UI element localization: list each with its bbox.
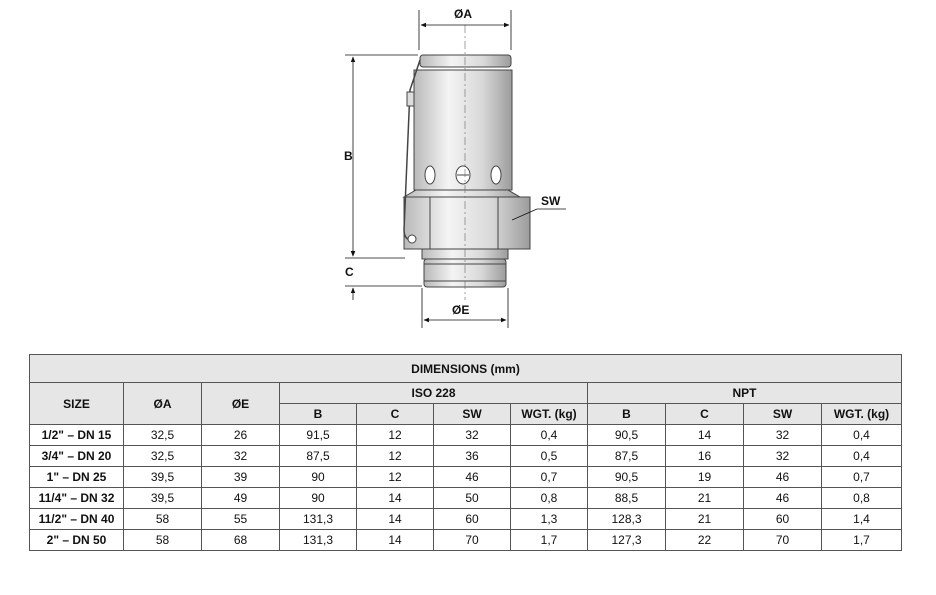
table-cell: 21 xyxy=(666,488,744,509)
label-dia-e: ØE xyxy=(452,303,470,317)
label-b: B xyxy=(344,149,353,163)
header-npt-b: B xyxy=(588,404,666,425)
table-cell: 39,5 xyxy=(124,467,202,488)
table-cell: 32 xyxy=(434,425,511,446)
header-iso-sw: SW xyxy=(434,404,511,425)
table-cell: 1,7 xyxy=(511,530,588,551)
table-cell: 26 xyxy=(202,425,280,446)
table-cell: 1,7 xyxy=(822,530,902,551)
table-cell: 0,4 xyxy=(822,446,902,467)
table-cell: 58 xyxy=(124,530,202,551)
table-title: DIMENSIONS (mm) xyxy=(30,355,902,383)
dimensions-table xyxy=(29,354,902,551)
table-cell: 0,4 xyxy=(822,425,902,446)
table-cell: 46 xyxy=(744,467,822,488)
table-cell: 14 xyxy=(357,530,434,551)
header-iso-228: ISO 228 xyxy=(280,383,588,404)
table-cell: 32 xyxy=(744,425,822,446)
table-cell: 1,3 xyxy=(511,509,588,530)
header-npt: NPT xyxy=(588,383,902,404)
table-cell: 0,8 xyxy=(822,488,902,509)
header-dia-a: ØA xyxy=(124,383,202,425)
table-cell: 32 xyxy=(744,446,822,467)
table-cell: 50 xyxy=(434,488,511,509)
table-cell: 128,3 xyxy=(588,509,666,530)
table-cell: 46 xyxy=(744,488,822,509)
label-sw: SW xyxy=(541,194,561,208)
table-body xyxy=(30,425,902,551)
table-cell: 1,4 xyxy=(822,509,902,530)
size-cell: 11/2" – DN 40 xyxy=(30,509,124,530)
table-cell: 12 xyxy=(357,425,434,446)
header-iso-c: C xyxy=(357,404,434,425)
table-row xyxy=(30,530,902,551)
table-row xyxy=(30,488,902,509)
table-cell: 90,5 xyxy=(588,425,666,446)
table-cell: 70 xyxy=(434,530,511,551)
table-cell: 60 xyxy=(744,509,822,530)
size-cell: 1/2" – DN 15 xyxy=(30,425,124,446)
table-row xyxy=(30,509,902,530)
table-cell: 39,5 xyxy=(124,488,202,509)
table-cell: 90 xyxy=(280,488,357,509)
size-cell: 3/4" – DN 20 xyxy=(30,446,124,467)
header-iso-wgt: WGT. (kg) xyxy=(511,404,588,425)
table-cell: 91,5 xyxy=(280,425,357,446)
table-cell: 32 xyxy=(202,446,280,467)
table-cell: 87,5 xyxy=(588,446,666,467)
table-cell: 68 xyxy=(202,530,280,551)
table-cell: 16 xyxy=(666,446,744,467)
table-cell: 32,5 xyxy=(124,446,202,467)
table-cell: 131,3 xyxy=(280,530,357,551)
table-cell: 49 xyxy=(202,488,280,509)
table-cell: 88,5 xyxy=(588,488,666,509)
table-cell: 55 xyxy=(202,509,280,530)
table-cell: 21 xyxy=(666,509,744,530)
table-cell: 14 xyxy=(357,488,434,509)
table-cell: 0,7 xyxy=(822,467,902,488)
table-cell: 14 xyxy=(666,425,744,446)
valve-body xyxy=(404,55,530,287)
table-cell: 36 xyxy=(434,446,511,467)
table-cell: 39 xyxy=(202,467,280,488)
dimension-c xyxy=(345,250,422,300)
table-cell: 58 xyxy=(124,509,202,530)
label-dia-a: ØA xyxy=(454,7,472,21)
header-dia-e: ØE xyxy=(202,383,280,425)
table-cell: 87,5 xyxy=(280,446,357,467)
table-cell: 0,4 xyxy=(511,425,588,446)
table-cell: 60 xyxy=(434,509,511,530)
header-iso-b: B xyxy=(280,404,357,425)
header-npt-wgt: WGT. (kg) xyxy=(822,404,902,425)
size-cell: 11/4" – DN 32 xyxy=(30,488,124,509)
table-cell: 0,7 xyxy=(511,467,588,488)
label-c: C xyxy=(345,265,354,279)
table-cell: 12 xyxy=(357,467,434,488)
table-cell: 0,5 xyxy=(511,446,588,467)
table-cell: 131,3 xyxy=(280,509,357,530)
table-row xyxy=(30,467,902,488)
table-cell: 90,5 xyxy=(588,467,666,488)
table-cell: 12 xyxy=(357,446,434,467)
header-npt-c: C xyxy=(666,404,744,425)
table-cell: 46 xyxy=(434,467,511,488)
table-row xyxy=(30,446,902,467)
table-cell: 0,8 xyxy=(511,488,588,509)
table-cell: 70 xyxy=(744,530,822,551)
header-npt-sw: SW xyxy=(744,404,822,425)
table-row xyxy=(30,425,902,446)
size-cell: 1" – DN 25 xyxy=(30,467,124,488)
header-size: SIZE xyxy=(30,383,124,425)
table-cell: 14 xyxy=(357,509,434,530)
table-cell: 90 xyxy=(280,467,357,488)
table-cell: 22 xyxy=(666,530,744,551)
table-cell: 127,3 xyxy=(588,530,666,551)
size-cell: 2" – DN 50 xyxy=(30,530,124,551)
table-cell: 32,5 xyxy=(124,425,202,446)
table-cell: 19 xyxy=(666,467,744,488)
